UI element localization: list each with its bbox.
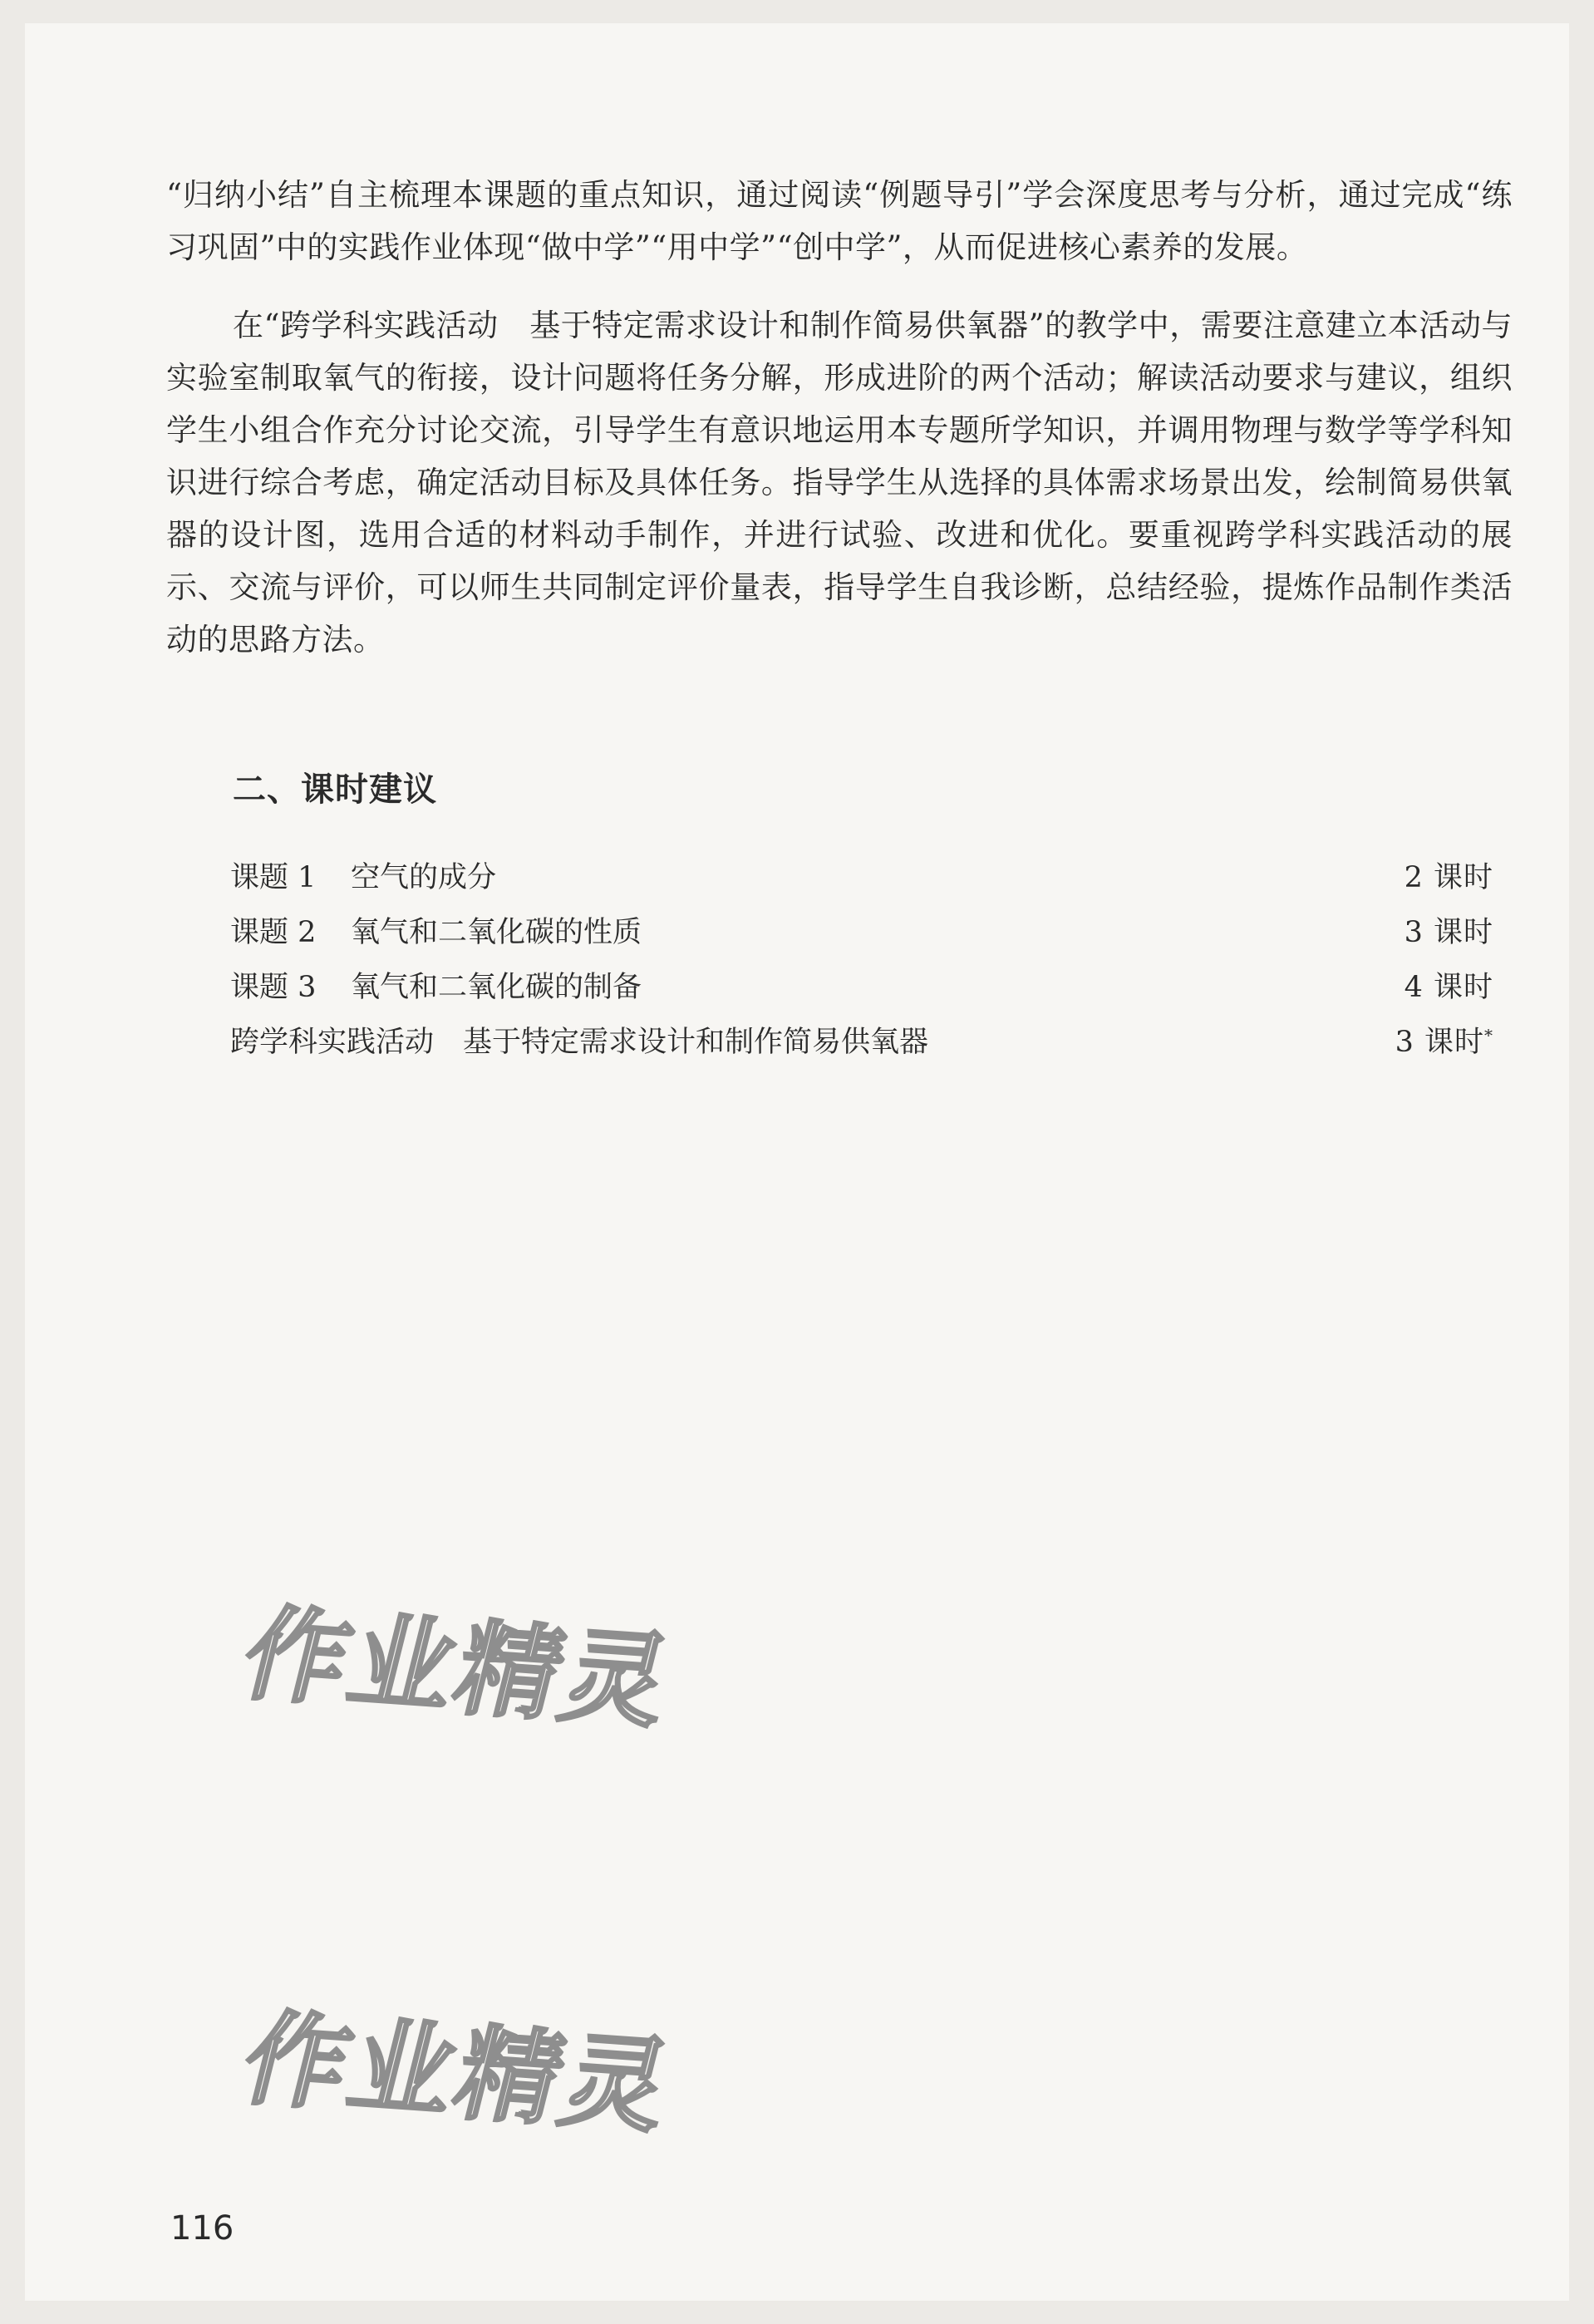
lesson-title: 氧气和二氧化碳的制备 [351,971,642,1004]
watermark-logo: 作业精灵 [231,1595,686,1743]
schedule-row [230,1015,1493,1070]
lesson-hours [1405,850,1493,905]
lesson-hours-value: 3 课时 [1395,1026,1484,1059]
lesson-code: 课题 1 [230,861,317,894]
page-number: 116 [170,2209,234,2248]
lesson-hours-value: 4 课时 [1404,971,1493,1004]
lesson-title: 空气的成分 [351,861,497,894]
body-paragraph-1: “归纳小结”自主梳理本课题的重点知识，通过阅读“例题导引”学会深度思考与分析，通过完成“练习巩固”中的实践作业体现“做中学”“用中学”“创中学”，从而促进核心素养的发展。 [166,177,1513,265]
schedule-row [230,905,1493,960]
lesson-hours-value: 3 课时 [1404,916,1493,949]
lesson-title: 跨学科实践活动 基于特定需求设计和制作简易供氧器 [230,1026,929,1059]
lesson-title: 氧气和二氧化碳的性质 [351,916,642,949]
lesson-code: 课题 2 [230,916,317,949]
lesson-hours [1405,960,1493,1015]
document-page [25,23,1569,2301]
lesson-code: 课题 3 [230,971,317,1004]
lesson-schedule [230,850,1493,1070]
section-heading: 二、课时建议 [233,771,437,809]
schedule-row [230,960,1493,1015]
footnote-mark: * [1484,1025,1493,1046]
lesson-hours-value: 2 课时 [1404,861,1493,894]
body-paragraph-2: 在“跨学科实践活动 基于特定需求设计和制作简易供氧器”的教学中，需要注意建立本活动与实验室制取氧气的衔接，设计问题将任务分解，形成进阶的两个活动；解读活动要求与建议，组织学生小组合作充分讨论交流，引导学生有意识地运用本专题所学知识，并调用物理与数学等学科知识进行综合考虑，确定活动目标及具体任务。指导学生从选择的具体需求场景出发，绘制简易供氧器的设计图，选用合适的材料动手制作，并进行试验、改进和优化。要重视跨学科实践活动的展示、交流与评价，可以师生共同制定评价量表，指导学生自我诊断，总结经验，提炼作品制作类活动的思路方法。 [166,308,1513,657]
schedule-row [230,850,1493,905]
lesson-hours [1405,905,1493,960]
watermark-logo: 作业精灵 [231,2000,686,2148]
lesson-hours [1395,1015,1493,1070]
